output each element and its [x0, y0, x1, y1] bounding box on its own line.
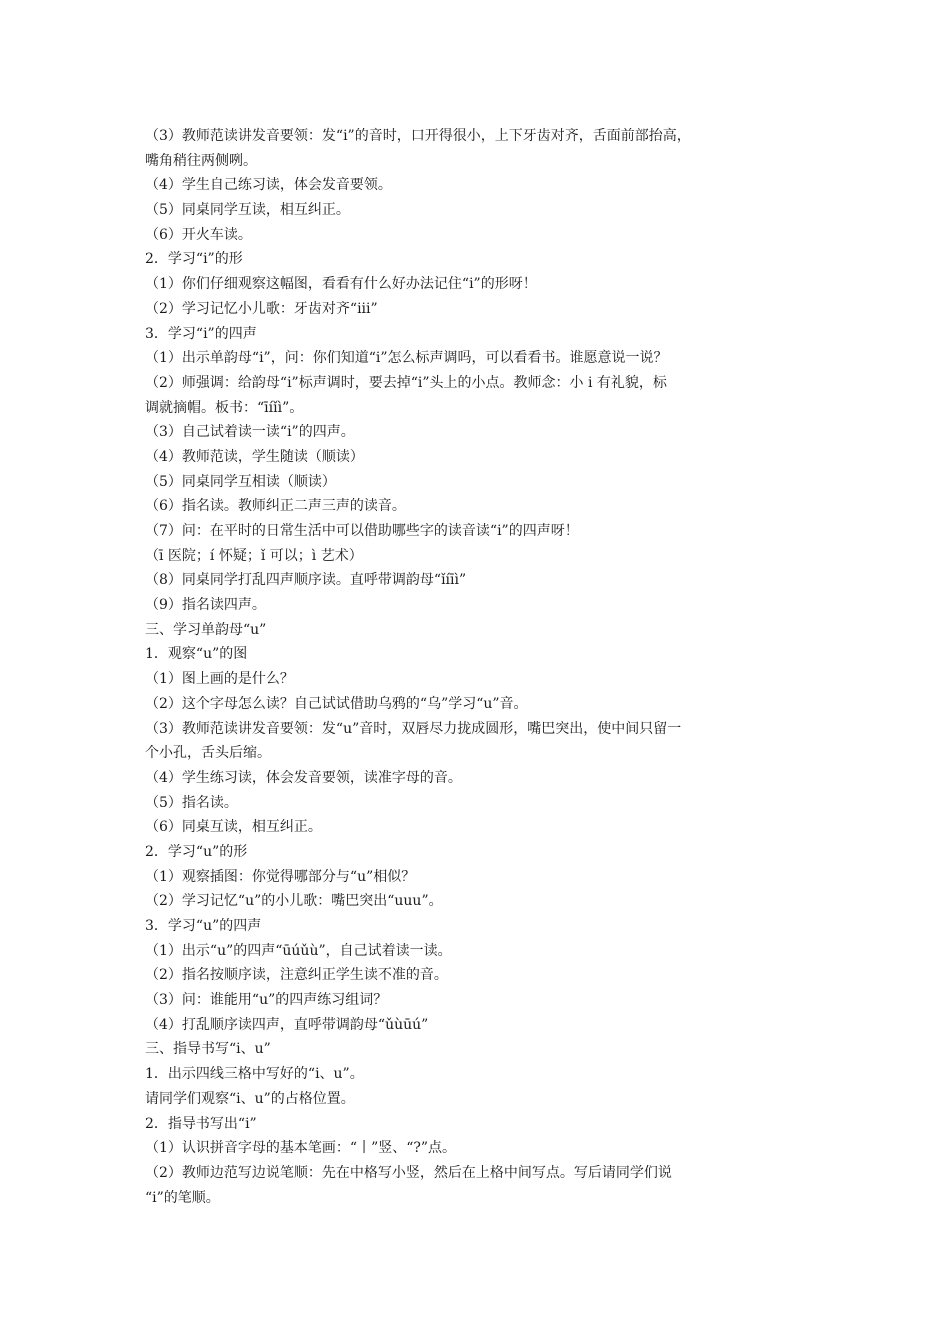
- text-line: 2．学习“i”的形: [145, 251, 243, 268]
- text-line: （5）指名读。: [145, 794, 238, 811]
- text-line: （4）教师范读，学生随读（顺读）: [145, 448, 364, 465]
- text-line: （4）学生练习读，体会发音要领，读准字母的音。: [145, 769, 462, 786]
- text-line: （4）学生自己练习读，体会发音要领。: [145, 177, 392, 194]
- text-line: （3）自己试着读一读“i”的四声。: [145, 424, 355, 441]
- text-line: （2）学习记忆小儿歌：牙齿对齐“iii”: [145, 300, 378, 317]
- text-line: （9）指名读四声。: [145, 597, 266, 614]
- text-line: （3）教师范读讲发音要领：发“i”的音时，口开得很小，上下牙齿对齐，舌面前部抬高，: [145, 128, 691, 144]
- text-line: （2）这个字母怎么读？自己试试借助乌鸦的“乌”学习“u”音。: [145, 695, 528, 712]
- text-line: （ī 医院；í 怀疑；ǐ 可以；ì 艺术）: [145, 547, 363, 564]
- text-line: （8）同桌同学打乱四声顺序读。直呼带调韵母“ǐíīì”: [145, 572, 467, 589]
- text-line: （1）图上画的是什么？: [145, 671, 294, 688]
- document-body: [145, 124, 810, 1210]
- text-line: （6）指名读。教师纠正二声三声的读音。: [145, 498, 406, 515]
- text-line: （3）问：谁能用“u”的四声练习组词？: [145, 992, 388, 1009]
- text-line: 调就摘帽。板书：“īíǐì”。: [145, 399, 304, 416]
- text-line: 3．学习“i”的四声: [145, 325, 257, 342]
- text-line: 个小孔，舌头后缩。: [145, 745, 271, 762]
- text-line: （6）同桌互读，相互纠正。: [145, 819, 322, 836]
- text-line: 2．指导书写出“i”: [145, 1115, 257, 1132]
- text-line: 3．学习“u”的四声: [145, 918, 262, 934]
- text-line: “i”的笔顺。: [145, 1189, 220, 1206]
- text-line: 三、学习单韵母“u”: [145, 621, 267, 638]
- text-line: （4）打乱顺序读四声，直呼带调韵母“ǔùūú”: [145, 1016, 429, 1033]
- text-line: 1．出示四线三格中写好的“i、u”。: [145, 1066, 364, 1083]
- text-line: 1．观察“u”的图: [145, 646, 248, 663]
- text-line: （5）同桌同学互相读（顺读）: [145, 473, 336, 490]
- text-line: （3）教师范读讲发音要领：发“u”音时，双唇尽力拢成圆形，嘴巴突出，使中间只留一: [145, 720, 682, 737]
- text-line: （2）指名按顺序读，注意纠正学生读不准的音。: [145, 967, 448, 984]
- text-line: 请同学们观察“i、u”的占格位置。: [145, 1090, 355, 1107]
- text-line: （2）师强调：给韵母“i”标声调时，要去掉“i”头上的小点。教师念：小 i 有礼貌，标: [145, 374, 667, 391]
- text-line: （6）开火车读。: [145, 226, 252, 243]
- text-line: （2）教师边范写边说笔顺：先在中格写小竖，然后在上格中间写点。写后请同学们说: [145, 1164, 672, 1181]
- text-line: （1）出示“u”的四声“ūúǔù”，自己试着读一读。: [145, 942, 452, 959]
- text-line: （1）你们仔细观察这幅图，看看有什么好办法记住“i”的形呀！: [145, 276, 537, 293]
- text-line: （1）观察插图：你觉得哪部分与“u”相似？: [145, 868, 416, 885]
- text-line: 2．学习“u”的形: [145, 843, 248, 860]
- text-line: （2）学习记忆“u”的小儿歌：嘴巴突出“uuu”。: [145, 893, 443, 910]
- text-line: （7）问：在平时的日常生活中可以借助哪些字的读音读“i”的四声呀！: [145, 523, 579, 539]
- text-line: 三、指导书写“i、u”: [145, 1041, 271, 1058]
- text-line: （5）同桌同学互读，相互纠正。: [145, 202, 350, 219]
- text-line: （1）出示单韵母“i”，问：你们知道“i”怎么标声调吗，可以看看书。谁愿意说一说？: [145, 350, 668, 367]
- text-line: 嘴角稍往两侧咧。: [145, 152, 257, 169]
- text-line: （1）认识拼音字母的基本笔画：“丨”竖、“?”点。: [145, 1140, 457, 1157]
